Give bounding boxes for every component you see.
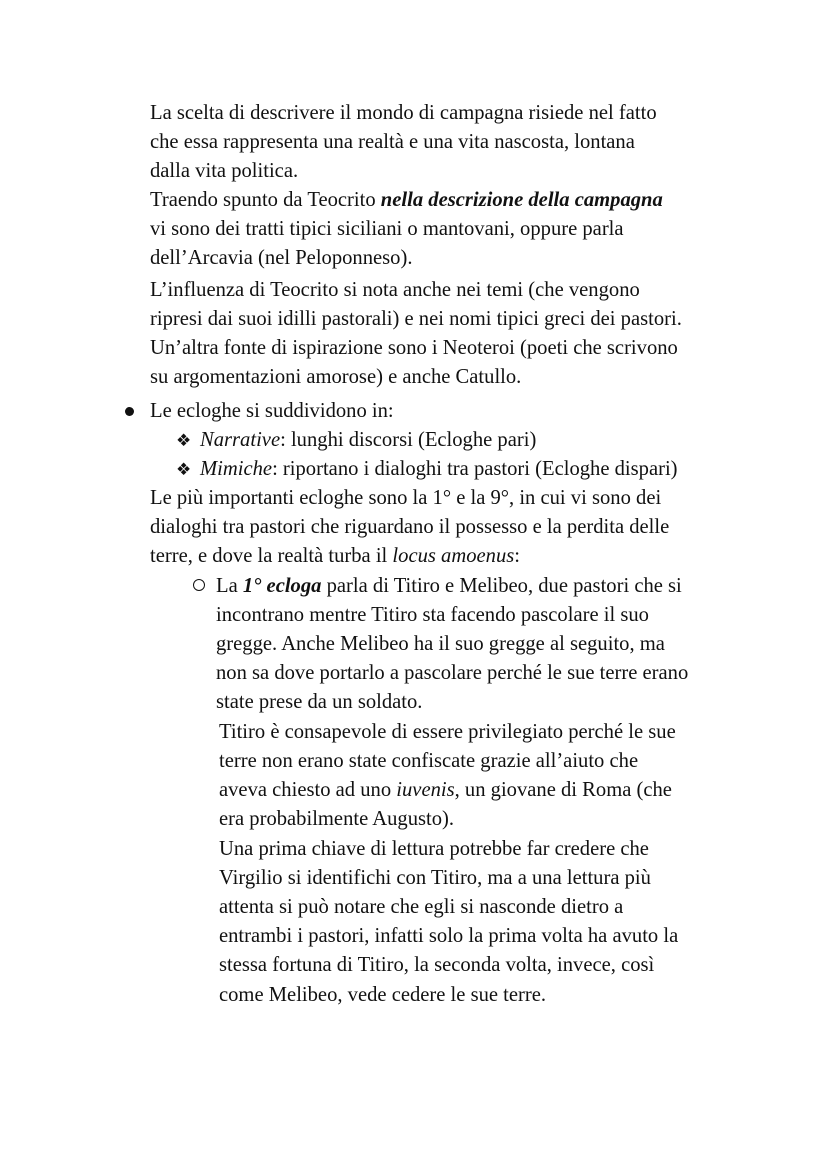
- text-line: vi sono dei tratti tipici siciliani o mantovani, oppure parla: [150, 218, 624, 240]
- text-line: La scelta di descrivere il mondo di campagna risiede nel fatto: [150, 102, 657, 124]
- text-line: [150, 542, 520, 571]
- text-line: Virgilio si identifichi con Titiro, ma a una lettura più: [219, 867, 651, 889]
- sub-item-narrative: [200, 426, 536, 455]
- text-line: Un’altra fonte di ispirazione sono i Neoteroi (poeti che scrivono: [150, 337, 678, 359]
- diamond-bullet-icon: ❖: [176, 460, 192, 479]
- text-span: Traendo spunto da Teocrito: [150, 189, 381, 211]
- text-line: incontrano mentre Titiro sta facendo pascolare il suo: [216, 604, 649, 626]
- text-span: parla di Titiro e Melibeo, due pastori che si: [321, 575, 682, 597]
- text-line: come Melibeo, vede cedere le sue terre.: [219, 984, 547, 1006]
- italic-label: Narrative: [200, 429, 281, 451]
- text-line: non sa dove portarlo a pascolare perché le sue terre erano: [216, 662, 689, 684]
- text-line: [150, 186, 663, 215]
- italic-label: Mimiche: [200, 458, 273, 480]
- text-line: Una prima chiave di lettura potrebbe far credere che: [219, 838, 649, 860]
- text-span: terre, e dove la realtà turba il: [150, 545, 393, 567]
- circle-bullet-icon: [193, 579, 205, 591]
- bullet-icon: [125, 407, 134, 416]
- text-line: dell’Arcavia (nel Peloponneso).: [150, 247, 413, 269]
- text-span: :: [514, 545, 520, 567]
- italic-text: iuvenis: [396, 779, 455, 801]
- text-line: che essa rappresenta una realtà e una vita nascosta, lontana: [150, 131, 635, 153]
- text-span: : lunghi discorsi (Ecloghe pari): [280, 429, 537, 451]
- text-span: aveva chiesto ad uno: [219, 779, 397, 801]
- text-line: su argomentazioni amorose) e anche Catullo.: [150, 366, 522, 388]
- diamond-bullet-icon: ❖: [176, 431, 192, 450]
- emphasis-text: nella descrizione della campagna: [380, 189, 663, 211]
- bullet-text: Le ecloghe si suddividono in:: [150, 400, 394, 422]
- text-span: : riportano i dialoghi tra pastori (Ecloghe dispari): [272, 458, 678, 480]
- text-line: ripresi dai suoi idilli pastorali) e nei nomi tipici greci dei pastori.: [150, 308, 682, 330]
- text-line: dalla vita politica.: [150, 160, 299, 182]
- text-line: gregge. Anche Melibeo ha il suo gregge al seguito, ma: [216, 633, 665, 655]
- text-line: attenta si può notare che egli si nasconde dietro a: [219, 896, 624, 918]
- text-line: era probabilmente Augusto).: [219, 808, 455, 830]
- text-line: state prese da un soldato.: [216, 691, 423, 713]
- sub-item-mimiche: [200, 455, 678, 484]
- text-line: stessa fortuna di Titiro, la seconda volta, invece, così: [219, 954, 655, 976]
- text-line: entrambi i pastori, infatti solo la prima volta ha avuto la: [219, 925, 679, 947]
- text-line: [216, 572, 682, 601]
- italic-text: locus amoenus: [392, 545, 515, 567]
- text-line: Titiro è consapevole di essere privilegiato perché le sue: [219, 721, 676, 743]
- emphasis-text: 1° ecloga: [242, 575, 322, 597]
- text-line: L’influenza di Teocrito si nota anche nei temi (che vengono: [150, 279, 640, 301]
- text-line: dialoghi tra pastori che riguardano il possesso e la perdita delle: [150, 516, 670, 538]
- text-span: , un giovane di Roma (che: [454, 779, 672, 801]
- text-line: terre non erano state confiscate grazie all’aiuto che: [219, 750, 639, 772]
- text-line: [219, 776, 672, 805]
- text-span: La: [216, 575, 243, 597]
- text-line: Le più importanti ecloghe sono la 1° e la 9°, in cui vi sono dei: [150, 487, 662, 509]
